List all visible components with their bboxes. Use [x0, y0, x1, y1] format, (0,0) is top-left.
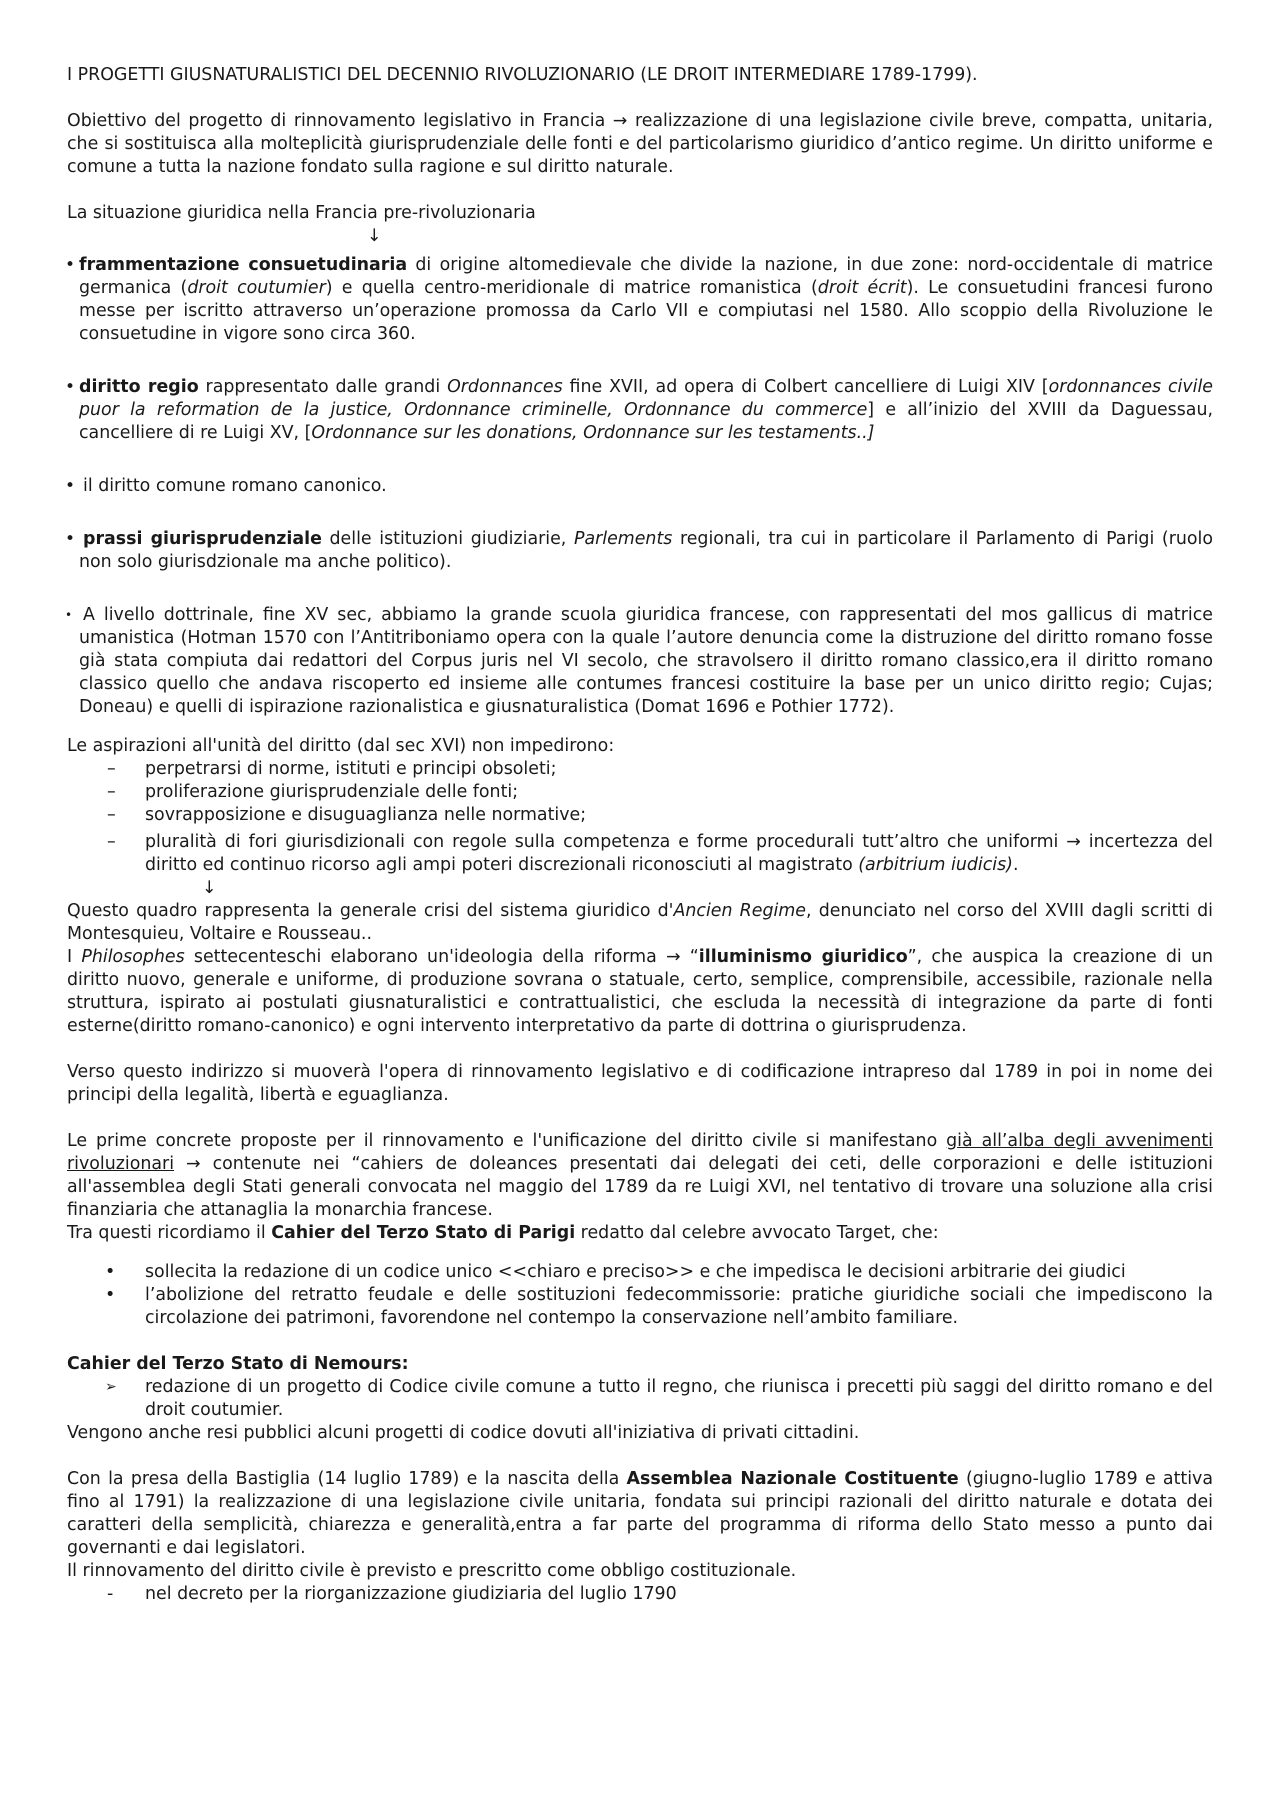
document-page [67, 64, 1213, 1606]
list-item: - nel decreto per la riorganizzazione giudiziaria del luglio 1790 [107, 1584, 677, 1604]
down-arrow-icon: ↓ [202, 878, 217, 898]
bullet-frammentazione: • frammentazione consuetudinaria di origine altomedievale che divide la nazione, in due zone: nord-occidentale di matrice germanica (droit coutumier) e quella centro-meridionale di matrice romanistica (droit écrit). Le consuetudini francesi furono messe per iscritto attraverso un’operazione promossa da Carlo VII e compiutasi nel 1580. Allo scoppio della Rivoluzione le consuetudine in vigore sono circa 360. [65, 255, 1213, 344]
direction-paragraph: Verso questo indirizzo si muoverà l'opera di rinnovamento legislativo e di codificazione intrapreso dal 1789 in poi in nome dei principi della legalità, libertà e eguaglianza. [67, 1062, 1213, 1105]
bullet-icon: • [65, 529, 76, 549]
list-item: – sovrapposizione e disuguaglianza nelle normative; [107, 805, 587, 825]
objective-paragraph: Obiettivo del progetto di rinnovamento legislativo in Francia → realizzazione di una legislazione civile breve, compatta, unitaria, che si sostituisca alla molteplicità giurisprudenziale delle fonti e del particolarismo giuridico d’antico regime. Un diritto uniforme e comune a tutta la nazione fondato sulla ragione e sul diritto naturale. [67, 111, 1213, 177]
bastille-paragraph: Con la presa della Bastiglia (14 luglio 1789) e la nascita della Assemblea Nazionale Costituente (giugno-luglio 1789 e attiva fino al 1791) la realizzazione di una legislazione civile unitaria, fondata sui principi razionali del diritto naturale e dotata dei caratteri della semplicità, chiarezza e generalità,entra a far parte del programma di riforma dello Stato messo a punto dai governanti e dai legislatori. [67, 1469, 1213, 1558]
decree-list [67, 1583, 1213, 1606]
bullet-prassi: • prassi giurisprudenziale delle istituzioni giudiziarie, Parlements regionali, tra cui in particolare il Parlamento di Parigi (ruolo non solo giurisdzionale ma anche politico). [65, 529, 1214, 572]
bullet-dottrinale: • A livello dottrinale, fine XV sec, abbiamo la grande scuola giuridica francese, con rappresentati del mos gallicus di matrice umanistica (Hotman 1570 con l’Antitriboniamo opera con la quale l’autore denuncia come la distruzione del diritto romano fosse già stata compiuta dai redattori del Corpus juris nel VI secolo, che stravolsero il diritto romano classico,era il diritto romano classico quello che andava riscoperto ed insieme alle contumes francesi costituire la base per un unico diritto regio; Cujas; Doneau) e quelli di ispirazione razionalistica e giusnaturalistica (Domat 1696 e Pothier 1772). [65, 605, 1213, 717]
document-title: I PROGETTI GIUSNATURALISTICI DEL DECENNIO RIVOLUZIONARIO (LE DROIT INTERMEDIARE 1789-1799). [67, 65, 978, 85]
list-item: – pluralità di fori giurisdizionali con regole sulla competenza e forme procedurali tutt’altro che uniformi → incertezza del diritto ed continuo ricorso agli ampi poteri discrezionali riconosciuti al magistrato (arbitrium iudicis). [107, 832, 1213, 875]
bullet-icon: • [65, 377, 76, 397]
list-item: • sollecita la redazione di un codice unico <<chiaro e preciso>> e che impedisca le decisioni arbitrarie dei giudici [105, 1262, 1126, 1282]
bullet-icon: • [65, 608, 73, 622]
list-item: ➢ redazione di un progetto di Codice civile comune a tutto il regno, che riunisca i precetti più saggi del diritto romano e del droit coutumier. [105, 1377, 1213, 1420]
bullet-icon: • [65, 255, 76, 275]
list-item: – proliferazione giurisprudenziale delle fonti; [107, 782, 519, 802]
list-item: – perpetrarsi di norme, istituti e principi obsoleti; [107, 759, 557, 779]
situation-heading: La situazione giuridica nella Francia pre-rivoluzionaria [67, 203, 536, 223]
target-intro: Tra questi ricordiamo il Cahier del Terzo Stato di Parigi redatto dal celebre avvocato Target, che: [67, 1223, 939, 1243]
down-arrow-icon: ↓ [367, 226, 382, 246]
aspirations-intro: Le aspirazioni all'unità del diritto (dal sec XVI) non impedirono: [67, 736, 615, 756]
philosophes-paragraph: I Philosophes settecenteschi elaborano un'ideologia della riforma → “illuminismo giuridico”, che auspica la creazione di un diritto nuovo, generale e uniforme, di produzione sovrana o statuale, certo, semplice, comprensibile, accessibile, razionale nella struttura, ispirato ai postulati giusnaturalistici e contrattualistici, che escluda la necessità di integrazione da parte di fonti esterne(diritto romano-canonico) e ogni intervento interpretativo da parte di dottrina o giurisprudenza. [67, 947, 1213, 1036]
private-projects-paragraph: Vengono anche resi pubblici alcuni progetti di codice dovuti all'iniziativa di privati cittadini. [67, 1423, 860, 1443]
bullet-icon: • [65, 476, 76, 496]
list-item: • l’abolizione del retratto feudale e delle sostituzioni fedecommissorie: pratiche giuridiche sociali che impediscono la circolazione dei patrimoni, favorendone nel contempo la conservazione nell’ambito familiare. [105, 1285, 1213, 1328]
constitutional-paragraph: Il rinnovamento del diritto civile è previsto e prescritto come obbligo costituzionale. [67, 1561, 797, 1581]
first-proposals-paragraph: Le prime concrete proposte per il rinnovamento e l'unificazione del diritto civile si manifestano già all’alba degli avvenimenti rivoluzionari → contenute nei “cahiers de doleances presentati dai delegati dei ceti, delle corporazioni e delle istituzioni all'assemblea degli Stati generali convocata nel maggio del 1789 da re Luigi XVI, nel tentativo di trovare una soluzione alla crisi finanziaria che attanaglia la monarchia francese. [67, 1131, 1213, 1220]
target-list [67, 1261, 1213, 1330]
nemours-heading: Cahier del Terzo Stato di Nemours: [67, 1354, 409, 1374]
aspirations-list [67, 758, 1213, 877]
arrow-bullet-icon: ➢ [105, 1379, 117, 1395]
bullet-diritto-regio: • diritto regio rappresentato dalle grandi Ordonnances fine XVII, ad opera di Colbert cancelliere di Luigi XIV [ordonnances civile puor la reformation de la justice, Ordonnance criminelle, Ordonnance du commerce] e all’inizio del XVIII da Daguessau, cancelliere di re Luigi XV, [Ordonnance sur les donations, Ordonnance sur les testaments..] [65, 377, 1214, 443]
nemours-list [67, 1376, 1213, 1422]
crisis-paragraph: Questo quadro rappresenta la generale crisi del sistema giuridico d'Ancien Regime, denunciato nel corso del XVIII dagli scritti di Montesquieu, Voltaire e Rousseau.. [67, 901, 1213, 944]
bullet-diritto-comune: • il diritto comune romano canonico. [65, 476, 387, 496]
